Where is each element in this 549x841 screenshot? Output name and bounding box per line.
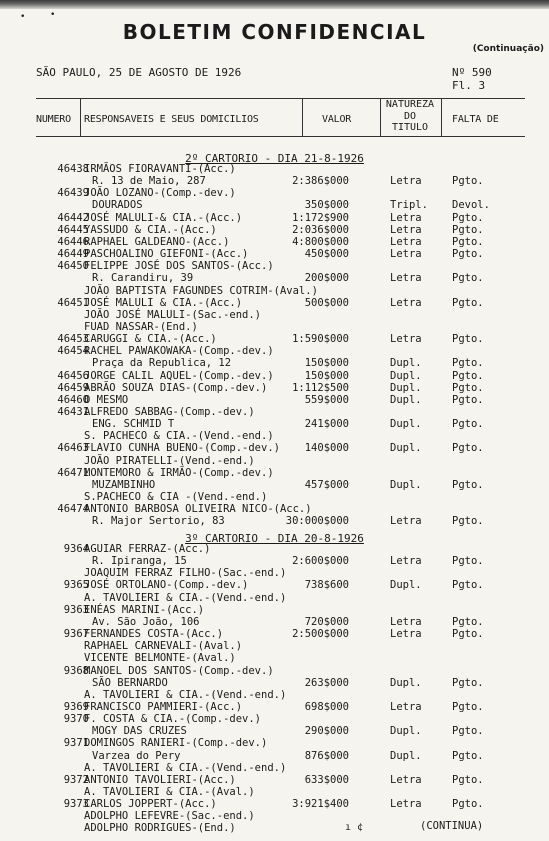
place-date: SÃO PAULO, 25 DE AGOSTO DE 1926 [36,66,242,79]
footer-marks: ı ¢ [345,822,364,833]
default-reason: Pgto. [452,442,484,455]
amount: 150$000 [304,369,349,382]
entry-number: 9368 [63,664,89,677]
amount: 500$000 [304,296,349,309]
ledger-row [0,616,549,628]
entry-number: 46451 [57,296,89,309]
document-title: BOLETIM CONFIDENCIAL [122,20,427,44]
responsible-party: S.PACHECO & CIA -(Vend.-end.) [84,491,268,504]
title-type: Letra [390,223,422,236]
ledger-row [0,762,549,774]
responsible-party: SÃO BERNARDO [92,676,168,689]
ledger-row [0,725,549,737]
responsible-party: JOAQUIM FERRAZ FILHO-(Sac.-end.) [84,567,287,580]
title-type: Dupl. [390,442,422,455]
responsible-party: ENG. SCHMID T [92,418,175,431]
amount: 30:000$000 [285,515,349,528]
column-header-natureza [380,99,440,134]
ledger-row [0,628,549,640]
ledger-row [0,592,549,604]
default-reason: Pgto. [452,381,484,394]
responsible-party: JOÃO BAPTISTA FAGUNDES COTRIM-(Aval.) [84,284,318,297]
entry-number: 9367 [63,628,89,641]
responsible-party: MOGY DAS CRUZES [92,725,187,738]
ledger-row [0,665,549,677]
ledger-row [0,357,549,369]
amount: 3:921$400 [292,798,349,811]
default-reason: Pgto. [452,515,484,528]
ledger-row [0,543,549,555]
entry-number: 9373 [63,798,89,811]
amount: 457$000 [304,478,349,491]
ledger-row [0,455,549,467]
responsible-party: RAPHAEL GALDEANO-(Acc.) [84,235,230,248]
responsible-party: DOURADOS [92,199,143,212]
title-type: Dupl. [390,676,422,689]
ledger-row [0,713,549,725]
default-reason: Pgto. [452,357,484,370]
default-reason: Pgto. [452,333,484,346]
ledger-row [0,430,549,442]
responsible-party: VICENTE BELMONTE-(Aval.) [84,652,236,665]
default-reason: Pgto. [452,676,484,689]
ledger-row [0,321,549,333]
responsible-party: ENÉAS MARINI-(Acc.) [84,603,205,616]
column-header-responsaveis: RESPONSAVEIS E SEUS DOMICILIOS [84,114,259,125]
title-type: Letra [390,515,422,528]
responsible-party: R. 13 de Maio, 287 [92,175,206,188]
ledger-row [0,297,549,309]
ledger-row [0,418,549,430]
ledger-row [0,163,549,175]
default-reason: Pgto. [452,393,484,406]
default-reason: Pgto. [452,700,484,713]
amount: 1:172$900 [292,211,349,224]
ledger-row [0,491,549,503]
amount: 2:500$000 [292,628,349,641]
responsible-party: CARLOS JOPPERT-(Acc.) [84,798,217,811]
responsible-party: ADOLPHO RODRIGUES-(End.) [84,822,236,835]
amount: 290$000 [304,725,349,738]
entry-number: 46459 [57,381,89,394]
title-type: Letra [390,272,422,285]
continues-label: (CONTINUA) [420,820,484,832]
title-type: Letra [390,615,422,628]
amount: 241$000 [304,418,349,431]
ledger-row [0,750,549,762]
responsible-party: RACHEL PAWAKOWAKA-(Comp.-dev.) [84,345,274,358]
title-type: Dupl. [390,478,422,491]
entry-number: 46439 [57,187,89,200]
responsible-party: R. Ipiranga, 15 [92,555,187,568]
default-reason: Pgto. [452,248,484,261]
ledger-row [0,333,549,345]
title-type: Letra [390,555,422,568]
natureza-line: TITULO [391,122,429,133]
ledger-row [0,467,549,479]
title-type: Dupl. [390,393,422,406]
entry-number: 46463 [57,442,89,455]
entry-number: 9370 [63,713,89,726]
responsible-party: FRANCISCO PAMMIERI-(Acc.) [84,700,243,713]
responsible-party: FUAD NASSAR-(End.) [84,320,198,333]
amount: 1:590$000 [292,333,349,346]
column-divider [441,98,442,136]
title-type: Dupl. [390,418,422,431]
entry-number: 46474 [57,503,89,516]
responsible-party: FERNANDES COSTA-(Acc.) [84,628,224,641]
entry-number: 9372 [63,773,89,786]
default-reason: Pgto. [452,418,484,431]
default-reason: Pgto. [452,223,484,236]
default-reason: Pgto. [452,211,484,224]
amount: 4:800$000 [292,235,349,248]
title-type: Tripl. [390,199,428,212]
column-divider [80,98,81,136]
natureza-line: NATUREZA [385,99,435,110]
section-heading-text: 2º CARTORIO - DIA 21-8-1926 [185,152,364,165]
default-reason: Pgto. [452,615,484,628]
responsible-party: JOSÉ ORTOLANO-(Comp.-dev.) [84,579,249,592]
ledger-row [0,260,549,272]
entry-number: 46460 [57,393,89,406]
title-type: Letra [390,798,422,811]
entry-number: 46431 [57,406,89,418]
ledger-row [0,212,549,224]
amount: 2:386$000 [292,175,349,188]
responsible-party: JOÃO PIRATELLI-(Vend.-end.) [84,454,255,467]
title-type: Dupl. [390,381,422,394]
default-reason: Pgto. [452,175,484,188]
ledger-row [0,442,549,454]
bulletin-number: Nº 590 [452,66,492,79]
responsible-party: A. TAVOLIERI & CIA.-(Aval.) [84,786,255,798]
scan-top-edge [0,0,549,9]
column-header-numero: NUMERO [36,114,71,125]
responsible-party: JOSÉ MALULI & CIA.-(Acc.) [84,296,243,309]
default-reason: Pgto. [452,628,484,641]
ledger-row [0,567,549,579]
responsible-party: R. Carandiru, 39 [92,272,194,285]
default-reason: Pgto. [452,272,484,285]
ledger-row [0,515,549,527]
ledger-row [0,798,549,810]
entry-number: 9371 [63,737,89,750]
ledger-row [0,786,549,798]
ledger-row [0,248,549,260]
ledger-row [0,652,549,664]
ledger-row [0,479,549,491]
default-reason: Pgto. [452,773,484,786]
title-type: Letra [390,175,422,188]
ledger-row [0,394,549,406]
ledger-row [0,604,549,616]
ink-speck: • [20,12,26,22]
responsible-party: ALFREDO SABBAG-(Comp.-dev.) [84,406,255,418]
responsible-party: IRMÃOS FIORAVANTI-(Acc.) [84,163,236,175]
title-type: Dupl. [390,369,422,382]
ledger-row [0,199,549,211]
ledger-row [0,406,549,418]
amount: 1:112$500 [292,381,349,394]
responsible-party: JOSÉ MALULI-& CIA.-(Acc.) [84,211,243,224]
ledger-row [0,774,549,786]
responsible-party: O MESMO [84,393,129,406]
bulletin-number-block [452,66,492,92]
title-type: Letra [390,700,422,713]
ledger-row [0,677,549,689]
responsible-party: Praça da Republica, 12 [92,357,232,370]
entry-number: 46453 [57,333,89,346]
amount: 200$000 [304,272,349,285]
entry-number: 46445 [57,223,89,236]
ink-speck: • [50,10,56,20]
ledger-row [0,370,549,382]
ledger-row [0,272,549,284]
responsible-party: A. TAVOLIERI & CIA.-(Vend.-end.) [84,761,287,774]
default-reason: Pgto. [452,369,484,382]
sheet-number: Fl. 3 [452,79,486,92]
entry-number: 46449 [57,248,89,261]
ledger-row [0,285,549,297]
responsible-party: JOÃO JOSÉ MALULI-(Sac.-end.) [84,308,262,321]
amount: 2:600$000 [292,555,349,568]
amount: 350$000 [304,199,349,212]
ledger-row [0,689,549,701]
responsible-party: FELIPPE JOSÉ DOS SANTOS-(Acc.) [84,260,274,273]
responsible-party: PASCHOALINO GIEFONI-(Acc.) [84,248,249,261]
ledger-row [0,579,549,591]
ledger-row [0,187,549,199]
title-type: Letra [390,235,422,248]
default-reason: Pgto. [452,798,484,811]
title-type: Letra [390,296,422,309]
entry-number: 46442 [57,211,89,224]
title-type: Letra [390,333,422,346]
amount: 2:036$000 [292,223,349,236]
responsible-party: R. Major Sertorio, 83 [92,515,225,528]
amount: 559$000 [304,393,349,406]
responsible-party: FLAVIO CUNHA BUENO-(Comp.-dev.) [84,442,280,455]
ledger-row [0,224,549,236]
amount: 633$000 [304,773,349,786]
default-reason: Pgto. [452,725,484,738]
entry-number: 9365 [63,579,89,592]
ledger-row [0,503,549,515]
amount: 698$000 [304,700,349,713]
ledger-row [0,382,549,394]
title-type: Letra [390,628,422,641]
ledger-row [0,737,549,749]
column-divider [302,98,303,136]
column-header-valor: VALOR [322,114,352,125]
responsible-party: MANOEL DOS SANTOS-(Comp.-dev.) [84,664,274,677]
title-type: Letra [390,248,422,261]
responsible-party: DOMINGOS RANIERI-(Comp.-dev.) [84,737,268,750]
responsible-party: A. TAVOLIERI & CIA.-(Vend.-end.) [84,688,287,701]
responsible-party: ABRÃO SOUZA DIAS-(Comp.-dev.) [84,381,268,394]
table-header-rule [36,136,525,137]
ledger-row [0,345,549,357]
natureza-line: DO [403,110,417,122]
continuation-label: (Continuação) [472,44,544,54]
default-reason: Pgto. [452,478,484,491]
responsible-party: Varzea do Pery [92,749,181,762]
responsible-party: ANTONIO BARBOSA OLIVEIRA NICO-(Acc.) [84,503,312,516]
responsible-party: YASSUDO & CIA.-(Acc.) [84,223,217,236]
responsible-party: A. TAVOLIERI & CIA.-(Vend.-end.) [84,591,287,604]
ledger-row [0,175,549,187]
amount: 876$000 [304,749,349,762]
entry-number: 46456 [57,369,89,382]
entry-number: 46471 [57,466,89,479]
amount: 263$000 [304,676,349,689]
entry-number: 9364 [63,543,89,555]
title-type: Dupl. [390,749,422,762]
default-reason: Pgto. [452,555,484,568]
responsible-party: JORGE CALIL AQUEL-(Comp.-dev.) [84,369,274,382]
responsible-party: CARUGGI & CIA.-(Acc.) [84,333,217,346]
default-reason: Devol. [452,199,490,212]
section-heading-text: 3º CARTORIO - DIA 20-8-1926 [185,532,364,545]
responsible-party: F. COSTA & CIA.-(Comp.-dev.) [84,713,262,726]
ledger-row [0,309,549,321]
ledger-row [0,236,549,248]
responsible-party: AGUIAR FERRAZ-(Acc.) [84,543,211,555]
responsible-party: Av. São João, 106 [92,615,200,628]
entry-number: 9363 [63,603,89,616]
default-reason: Pgto. [452,296,484,309]
entry-number: 46450 [57,260,89,273]
responsible-party: S. PACHECO & CIA.-(Vend.-end.) [84,430,274,443]
title-type: Dupl. [390,579,422,592]
responsible-party: ANTONIO TAVOLIERI-(Acc.) [84,773,236,786]
title-type: Dupl. [390,357,422,370]
responsible-party: RAPHAEL CARNEVALI-(Aval.) [84,640,243,653]
amount: 140$000 [304,442,349,455]
ledger-row [0,640,549,652]
title-type: Letra [390,211,422,224]
title-type: Dupl. [390,725,422,738]
amount: 738$600 [304,579,349,592]
ledger-row [0,701,549,713]
column-header-falta: FALTA DE [452,114,499,125]
responsible-party: MONTEMORO & IRMÃO-(Comp.-dev.) [84,466,274,479]
entry-number: 46446 [57,235,89,248]
responsible-party: ADOLPHO LEFEVRE-(Sac.-end.) [84,810,255,823]
default-reason: Pgto. [452,579,484,592]
title-type: Letra [390,773,422,786]
entry-number: 46438 [57,163,89,175]
amount: 150$000 [304,357,349,370]
default-reason: Pgto. [452,235,484,248]
entry-number: 46454 [57,345,89,358]
default-reason: Pgto. [452,749,484,762]
ledger-row [0,555,549,567]
table-top-rule [36,98,525,99]
responsible-party: JOÃO LOZANO-(Comp.-dev.) [84,187,236,200]
responsible-party: MUZAMBINHO [92,478,156,491]
entry-number: 9369 [63,700,89,713]
amount: 450$000 [304,248,349,261]
amount: 720$000 [304,615,349,628]
